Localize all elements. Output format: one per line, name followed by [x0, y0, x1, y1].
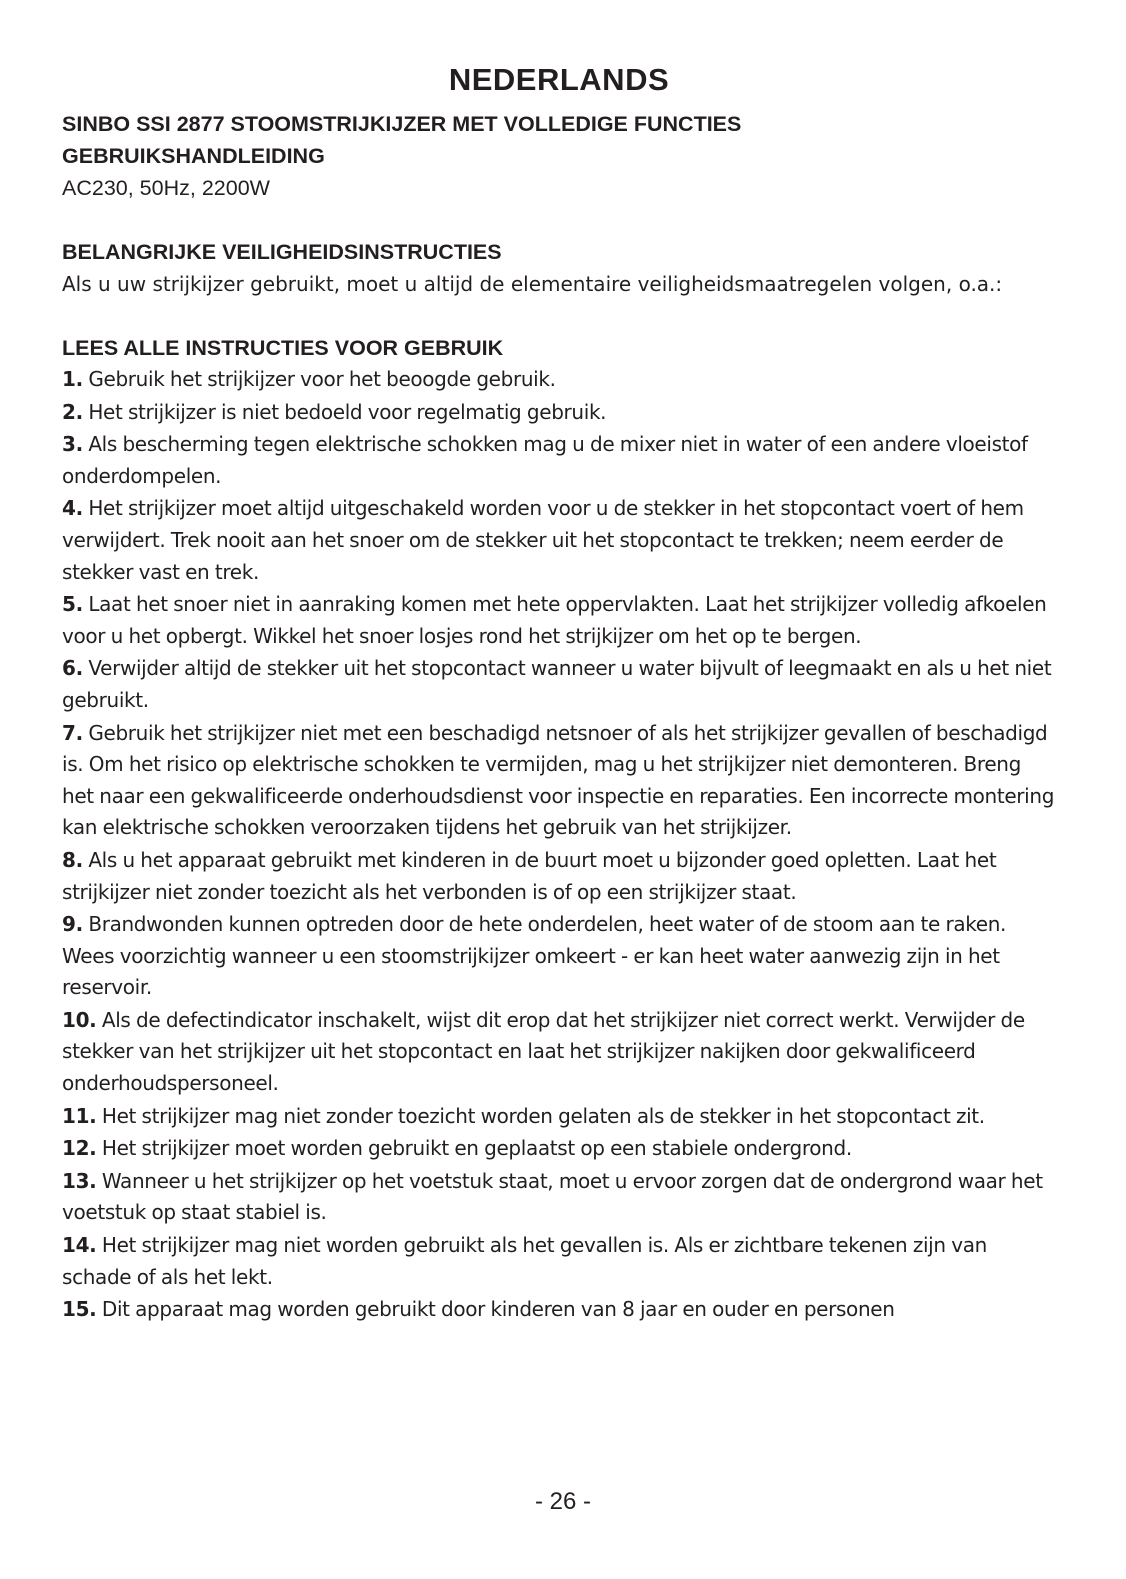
- item-text: Het strijkijzer moet worden gebruikt en geplaatst op een stabiele ondergrond.: [96, 1136, 852, 1161]
- item-number: 9.: [62, 912, 83, 937]
- instruction-list: [62, 364, 1056, 1326]
- item-number: 14.: [62, 1233, 97, 1258]
- list-item: [62, 1005, 1056, 1100]
- item-text: Dit apparaat mag worden gebruikt door kinderen van 8 jaar en ouder en personen: [96, 1297, 895, 1322]
- list-item: [62, 1294, 1056, 1326]
- item-number: 12.: [62, 1136, 97, 1161]
- item-text: Verwijder altijd de stekker uit het stopcontact wanneer u water bijvult of leegmaakt en als u het niet gebruikt.: [62, 656, 1052, 712]
- item-text: Gebruik het strijkijzer niet met een beschadigd netsnoer of als het strijkijzer gevallen of beschadigd is. Om het risico op elektrische schokken te vermijden, mag u het strijkijzer niet demonteren. Breng het naar een gekwalificeerde onderhoudsdienst voor inspectie en reparaties. Een incorrecte montering kan elektrische schokken veroorzaken tijdens het gebruik van het strijkijzer.: [62, 720, 1055, 840]
- item-number: 7.: [62, 720, 83, 745]
- item-text: Als bescherming tegen elektrische schokken mag u de mixer niet in water of een andere vloeistof onderdompelen.: [62, 432, 1028, 488]
- list-item: [62, 397, 1056, 429]
- item-number: 15.: [62, 1297, 97, 1322]
- manual-page: [62, 58, 1056, 1327]
- document-title-line-2: GEBRUIKSHANDLEIDING: [62, 144, 325, 168]
- list-item: [62, 909, 1056, 1004]
- item-number: 6.: [62, 656, 83, 681]
- item-text: Brandwonden kunnen optreden door de hete onderdelen, heet water of de stoom aan te raken. Wees voorzichtig wanneer u een stoomstrijkijzer omkeert - er kan heet water aanwezig zijn in het reservoir.: [62, 912, 1007, 1000]
- item-text: Wanneer u het strijkijzer op het voetstuk staat, moet u ervoor zorgen dat de ondergrond waar het voetstuk op staat stabiel is.: [62, 1168, 1043, 1225]
- safety-intro: Als u uw strijkijzer gebruikt, moet u altijd de elementaire veiligheidsmaatregelen volgen, o.a.:: [62, 272, 1003, 296]
- item-number: 1.: [62, 367, 83, 391]
- item-text: Gebruik het strijkijzer voor het beoogde gebruik.: [82, 367, 556, 391]
- item-text: Het strijkijzer is niet bedoeld voor regelmatig gebruik.: [82, 399, 607, 424]
- item-number: 5.: [62, 592, 83, 617]
- item-number: 10.: [62, 1007, 97, 1032]
- item-number: 13.: [62, 1168, 97, 1193]
- spacer: [62, 300, 1056, 332]
- spacer: [62, 204, 1056, 236]
- item-number: 3.: [62, 432, 83, 457]
- language-title: NEDERLANDS: [448, 62, 670, 97]
- item-number: 2.: [62, 399, 83, 424]
- list-item: [62, 718, 1056, 844]
- document-title-line-1: SINBO SSI 2877 STOOMSTRIJKIJZER MET VOLLEDIGE FUNCTIES: [62, 112, 742, 136]
- item-text: Het strijkijzer mag niet worden gebruikt als het gevallen is. Als er zichtbare tekenen zijn van schade of als het lekt.: [62, 1233, 987, 1289]
- list-item: [62, 845, 1056, 908]
- list-item: [62, 653, 1056, 716]
- item-text: Als de defectindicator inschakelt, wijst dit erop dat het strijkijzer niet correct werkt. Verwijder de stekker van het strijkijzer uit het stopcontact en laat het strijkijzer nakijken door gekwalificeerd onderhoudspersoneel.: [62, 1007, 1025, 1096]
- page-number: - 26 -: [534, 1488, 591, 1515]
- item-text: Het strijkijzer moet altijd uitgeschakeld worden voor u de stekker in het stopcontact voert of hem verwijdert. Trek nooit aan het snoer om de stekker uit het stopcontact te trekken; neem eerder de stekker vast en trek.: [62, 496, 1024, 584]
- list-item: [62, 1101, 1056, 1133]
- list-item: [62, 1230, 1056, 1293]
- item-number: 8.: [62, 847, 83, 872]
- list-item: [62, 429, 1056, 492]
- list-item: [62, 493, 1056, 588]
- list-item: [62, 1166, 1056, 1229]
- electrical-spec: AC230, 50Hz, 2200W: [62, 176, 270, 200]
- list-item: [62, 364, 1056, 396]
- item-text: Als u het apparaat gebruikt met kinderen in de buurt moet u bijzonder goed opletten. Laat het strijkijzer niet zonder toezicht als het verbonden is of op een strijkijzer staat.: [62, 847, 997, 904]
- item-number: 4.: [62, 496, 83, 521]
- list-item: [62, 589, 1056, 652]
- list-item: [62, 1133, 1056, 1165]
- safety-heading: BELANGRIJKE VEILIGHEIDSINSTRUCTIES: [62, 240, 502, 264]
- item-number: 11.: [62, 1103, 97, 1128]
- item-text: Het strijkijzer mag niet zonder toezicht worden gelaten als de stekker in het stopcontact zit.: [96, 1103, 985, 1128]
- item-text: Laat het snoer niet in aanraking komen met hete oppervlakten. Laat het strijkijzer volledig afkoelen voor u het opbergt. Wikkel het snoer losjes rond het strijkijzer om het op te bergen.: [62, 592, 1047, 648]
- instructions-heading: LEES ALLE INSTRUCTIES VOOR GEBRUIK: [62, 336, 504, 360]
